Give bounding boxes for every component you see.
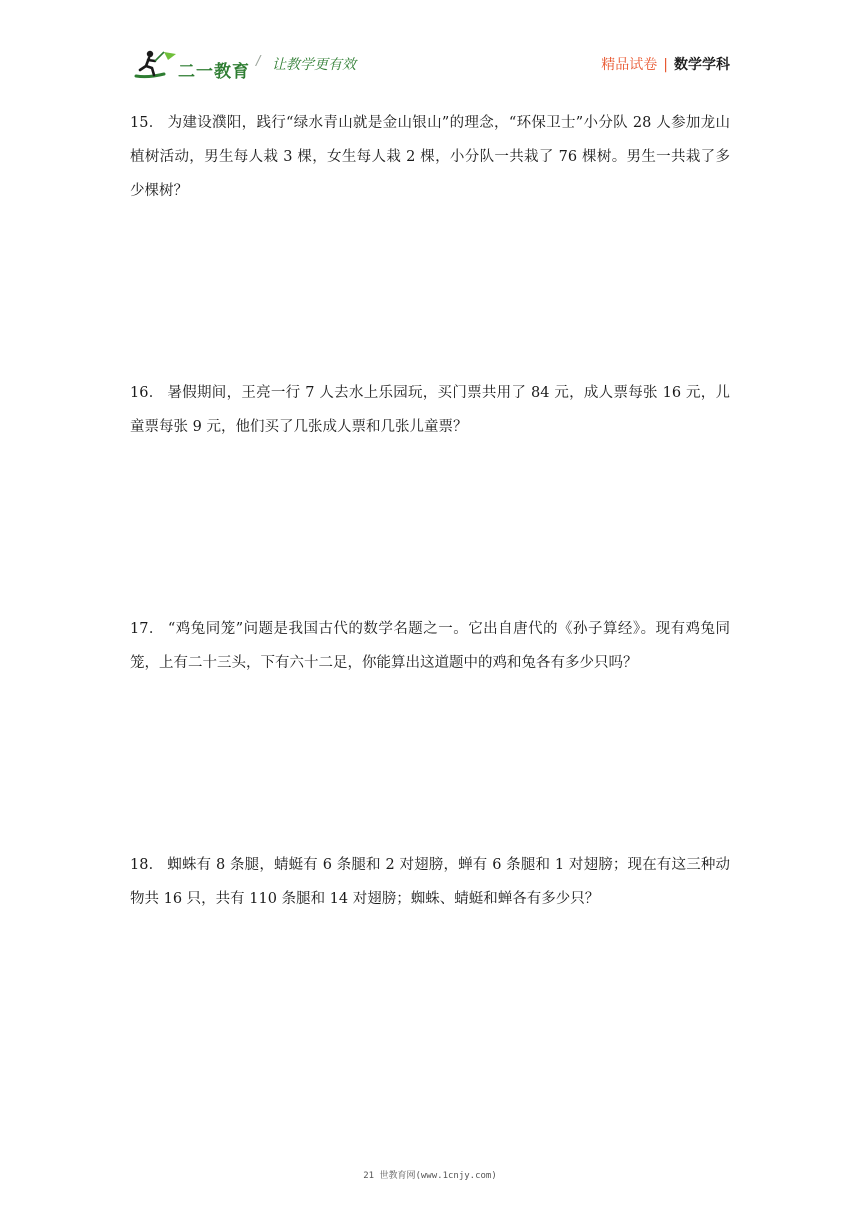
header-separator: |	[663, 57, 668, 73]
question-18	[130, 848, 730, 916]
page-footer: 21 世教育网(www.1cnjy.com)	[363, 1171, 497, 1181]
question-17	[130, 612, 730, 680]
question-number: 17．	[130, 621, 164, 637]
question-text: 暑假期间，王亮一行 7 人去水上乐园玩，买门票共用了 84 元，成人票每张 16 元，儿童票每张 9 元，他们买了几张成人票和几张儿童票？	[130, 385, 731, 435]
question-16	[130, 376, 730, 444]
logo-text: 二一教育	[178, 62, 250, 82]
question-text: 蜘蛛有 8 条腿，蜻蜓有 6 条腿和 2 对翅膀，蝉有 6 条腿和 1 对翅膀；现在有这三种动物共 16 只，共有 110 条腿和 14 对翅膀；蜘蛛、蜻蜓和蝉各有多少只？	[130, 857, 731, 907]
premium-label: 精品试卷	[601, 57, 658, 73]
question-text: 为建设濮阳，践行“绿水青山就是金山银山”的理念，“环保卫士”小分队 28 人参加龙山植树活动，男生每人栽 3 棵，女生每人栽 2 棵，小分队一共栽了 76 棵树。男生一共栽了多少棵树？	[130, 115, 730, 199]
header-tags	[601, 54, 730, 74]
question-number: 15．	[130, 115, 164, 131]
running-person-logo-icon	[134, 48, 180, 82]
subject-label: 数学学科	[674, 57, 730, 73]
question-number: 16．	[130, 385, 164, 401]
page-header	[130, 40, 730, 86]
slogan-separator: /	[256, 54, 261, 69]
slogan: 让教学更有效	[272, 57, 356, 73]
question-text: “鸡兔同笼”问题是我国古代的数学名题之一。它出自唐代的《孙子算经》。现有鸡兔同笼，上有二十三头，下有六十二足，你能算出这道题中的鸡和兔各有多少只吗？	[130, 621, 730, 671]
brand-logo	[134, 48, 262, 82]
question-15	[130, 106, 730, 208]
question-number: 18．	[130, 857, 164, 873]
